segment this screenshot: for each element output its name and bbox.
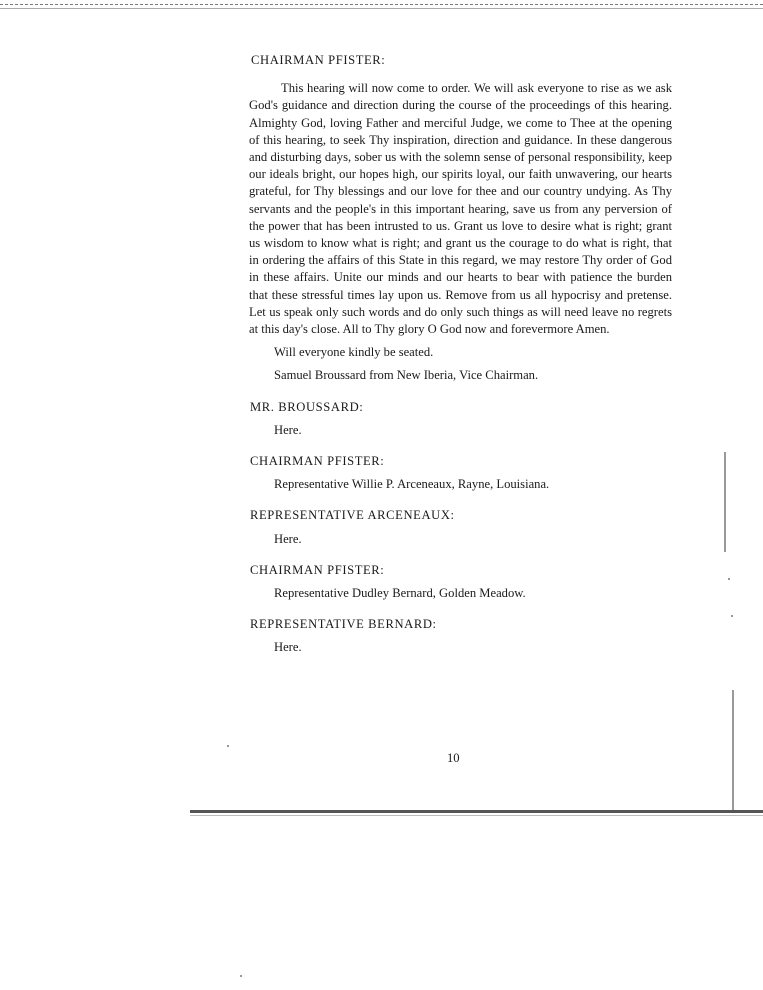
statement-line: Representative Willie P. Arceneaux, Rayne, Louisiana. [274,477,550,492]
scan-edge-right [724,452,726,552]
response-line: Here. [274,422,302,437]
prayer-paragraph: This hearing will now come to order. We will ask everyone to rise as we ask God's guidance and direction during the course of the proceedings of this hearing. Almighty God, loving Father and merciful Judge, we come to Thee at the opening of this hearing, to seek Thy inspiration, direction and guidance. In these dangerous and disturbing days, sober us with the solemn sense of personal responsibility, keep our ideals bright, our hopes high, our spirits loyal, our faith unwavering, our hearts grateful, for Thy blessings and our love for thee and our country undying. As Thy servants and the people's in this important hearing, save us from any perversion of the power that has been intrusted to us. Grant us love to desire what is right; grant us wisdom to know what is right; and grant us the courage to do what is right, that in ordering the affairs of this State in this regard, we may restore Thy order of God in these affairs. Unite our minds and our hearts to bear with patience the burden that these stressful times lay upon us. Remove from us all hypocrisy and pretense. Let us speak only such words and do only such things as will need leave no regrets at this day's close. All to Thy glory O God now and forevermore Amen. [249,81,672,337]
statement-line: Will everyone kindly be seated. [274,345,434,360]
scan-border-top [0,4,763,9]
response-line: Here. [274,531,302,546]
speaker-label: CHAIRMAN PFISTER: [250,562,385,577]
scan-edge-right-lower [732,690,734,810]
scan-border-bottom [190,810,763,813]
speaker-label: CHAIRMAN PFISTER: [250,454,385,469]
scan-border-bottom-faint [190,815,763,816]
scan-speck [240,975,242,977]
speaker-label: CHAIRMAN PFISTER: [251,53,386,67]
scan-speck [227,745,229,747]
page-number: 10 [447,751,460,765]
statement-line: Samuel Broussard from New Iberia, Vice Chairman. [274,368,539,383]
response-line: Here. [274,640,302,655]
transcript [246,52,672,657]
speaker-label: REPRESENTATIVE BERNARD: [250,617,437,632]
speaker-label: REPRESENTATIVE ARCENEAUX: [250,508,455,523]
speaker-label: MR. BROUSSARD: [250,399,364,414]
scan-speck [731,615,733,617]
scan-speck [728,578,730,580]
statement-line: Representative Dudley Bernard, Golden Meadow. [274,586,526,601]
